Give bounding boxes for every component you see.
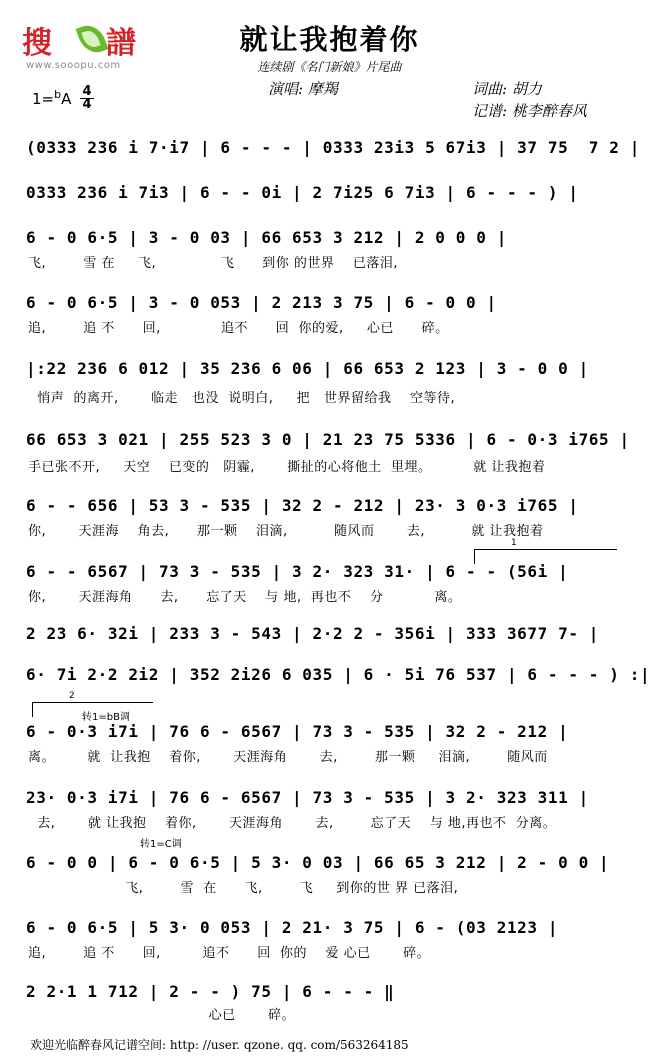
notation-line: |:22 236 6 012 | 35 236 6 06 | 66 653 2 123 | 3 - 0 0 | [26,359,589,378]
logo-url[interactable]: www.sooopu.com [26,60,121,71]
notation-line: 2 23 6· 32i | 233 3 - 543 | 2·2 2 - 356i | 333 3677 7- | [26,624,600,643]
flat-sign: b [54,88,62,101]
lyrics-line: 飞, 雪 在 飞, 飞 到你的世 界 已落泪, [28,881,459,896]
lyrics-line: 离。 就 让我抱 着你, 天涯海角 去, 那一颗 泪滴, 随风而 [28,750,548,765]
time-signature [80,86,94,111]
lyricist-credit: 词曲: 胡力 [472,80,542,98]
modulation-marker: 转1=C调 [140,839,182,850]
notation-line: 6 - 0·3 i7i | 76 6 - 6567 | 73 3 - 535 | 32 2 - 212 | [26,722,569,741]
notation-line: 2 2·1 1 712 | 2 - - ) 75 | 6 - - - ‖ [26,982,395,1001]
transcriber-credit: 记谱: 桃李醉春风 [472,102,587,120]
notation-line: 6· 7i 2·2 2i2 | 352 2i26 6 035 | 6 · 5i 76 537 | 6 - - - ) :| [26,665,651,684]
lyrics-line: 你, 天涯海角 去, 忘了天 与 地, 再也不 分 离。 [28,590,462,605]
lyrics-line: 追, 追 不 回, 追不 回 你的 爱 心已 碎。 [28,946,431,961]
song-subtitle: 连续剧《名门新娘》片尾曲 [257,60,402,74]
key-note: A [61,90,72,108]
notation-line: 6 - 0 6·5 | 5 3· 0 053 | 2 21· 3 75 | 6 - (03 2123 | [26,918,559,937]
notation-line: 66 653 3 021 | 255 523 3 0 | 21 23 75 5336 | 6 - 0·3 i765 | [26,430,630,449]
volta-number: 1 [511,538,517,548]
notation-line: 23· 0·3 i7i | 76 6 - 6567 | 73 3 - 535 | 3 2· 323 311 | [26,788,589,807]
footer-link[interactable]: 欢迎光临醉春风记谱空间: http: //user. qzone. qq. com/563264185 [30,1038,409,1052]
lyrics-line: 你, 天涯海 角去, 那一颗 泪滴, 随风而 去, 就 让我抱着 [28,524,544,539]
notation-line: 0333 236 i 7i3 | 6 - - 0i | 2 7i25 6 7i3 | 6 - - - ) | [26,183,579,202]
time-signature-top: 4 [82,84,92,99]
volta-number: 2 [69,691,75,701]
lyrics-line: 去, 就 让我抱 着你, 天涯海角 去, 忘了天 与 地,再也不 分离。 [28,816,557,831]
notation-line: (0333 236 i 7·i7 | 6 - - - | 0333 23i3 5 67i3 | 37 75 7 2 | [26,138,640,157]
notation-line: 6 - 0 0 | 6 - 0 6·5 | 5 3· 0 03 | 66 65 3 212 | 2 - 0 0 | [26,853,610,872]
lyrics-line: 心已 碎。 [28,1008,296,1023]
lyrics-line: 手已张不开, 天空 已变的 阴霾, 撕扯的心将他土 里埋。 就 让我抱着 [28,460,546,475]
notation-line: 6 - - 6567 | 73 3 - 535 | 3 2· 323 31· | 6 - - (56i | [26,562,569,581]
lyrics-line: 悄声 的离开, 临走 也没 说明白, 把 世界留给我 空等待, [28,391,456,406]
key-prefix: 1= [32,90,55,108]
song-title: 就让我抱着你 [239,23,420,56]
lyrics-line: 飞, 雪 在 飞, 飞 到你 的世界 已落泪, [28,256,399,271]
modulation-marker: 转1=bB调 [82,712,130,723]
logo-text-left: 搜 [22,26,51,61]
lyrics-line: 追, 追 不 回, 追不 回 你的爱, 心已 碎。 [28,321,449,336]
key-signature [32,90,71,108]
notation-line: 6 - 0 6·5 | 3 - 0 053 | 2 213 3 75 | 6 - 0 0 | [26,293,497,312]
time-signature-bottom: 4 [80,98,94,111]
logo-text-right: 譜 [106,26,136,61]
notation-line: 6 - 0 6·5 | 3 - 0 03 | 66 653 3 212 | 2 0 0 0 | [26,228,507,247]
singer-credit: 演唱: 摩羯 [268,80,338,98]
notation-line: 6 - - 656 | 53 3 - 535 | 32 2 - 212 | 23· 3 0·3 i765 | [26,496,579,515]
